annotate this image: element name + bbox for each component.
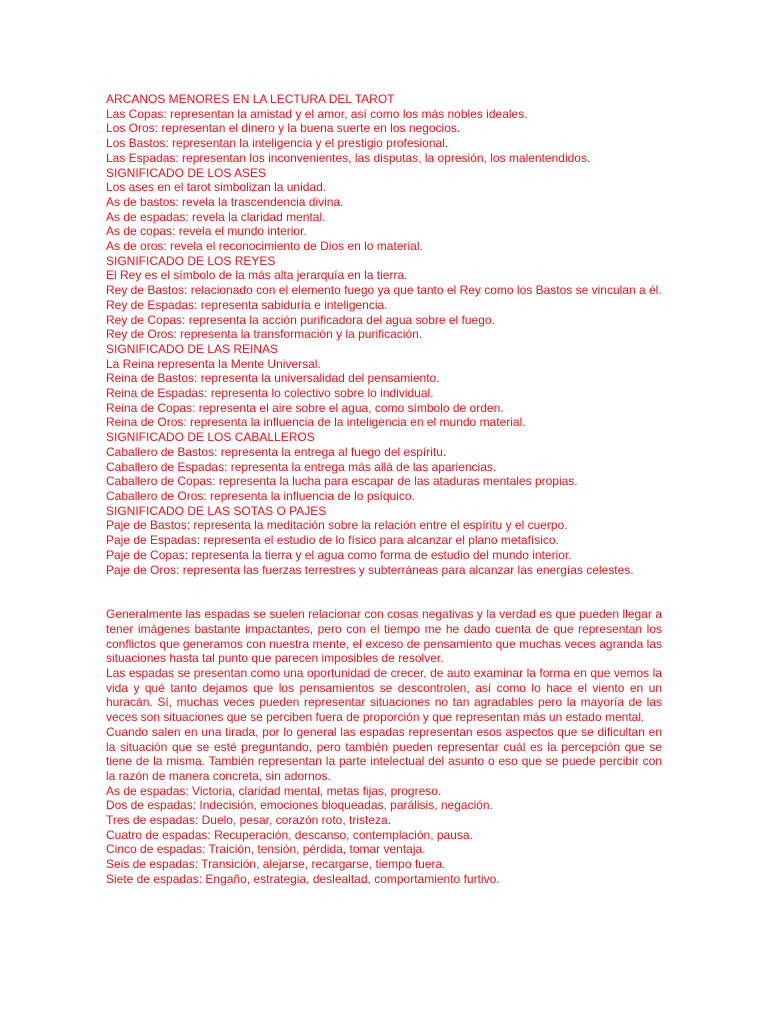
section-heading-sotas: SIGNIFICADO DE LAS SOTAS O PAJES [106, 503, 327, 518]
text-line: Caballero de Oros: representa la influencia de lo psíquico. [106, 488, 415, 503]
text-line-rey-bastos: Rey de Bastos: relacionado con el elemento fuego ya que tanto el Rey como los Bastos se vinculan a él. [106, 283, 662, 298]
text-line: Seis de espadas: Transición, alejarse, recargarse, tiempo fuera. [106, 857, 446, 872]
text-line: Paje de Espadas: representa el estudio de lo físico para alcanzar el plano metafísico. [106, 533, 559, 548]
section-heading-caballeros: SIGNIFICADO DE LOS CABALLEROS [106, 430, 315, 445]
text-line: Paje de Oros: representa las fuerzas terrestres y subterráneas para alcanzar las energías celestes. [106, 562, 634, 577]
text-line: Las Espadas: representan los inconvenientes, las disputas, la opresión, los malentendidos. [106, 150, 591, 165]
text-line: Los Oros: representan el dinero y la buena suerte en los negocios. [106, 121, 461, 136]
text-line: Los Bastos: representan la inteligencia y el prestigio profesional. [106, 136, 449, 151]
text-line: Paje de Copas: representa la tierra y el agua como forma de estudio del mundo interior. [106, 547, 572, 562]
text-line: Rey de Oros: representa la transformación y la purificación. [106, 327, 423, 342]
text-line: Caballero de Espadas: representa la entrega más allá de las apariencias. [106, 459, 497, 474]
text-line: Rey de Copas: representa la acción purificadora del agua sobre el fuego. [106, 312, 495, 327]
text-line: Reina de Oros: representa la influencia de la inteligencia en el mundo material. [106, 415, 526, 430]
text-line: Las Copas: representan la amistad y el amor, así como los más nobles ideales. [106, 106, 528, 121]
text-line: La Reina representa la Mente Universal. [106, 356, 321, 371]
section-heading-reyes: SIGNIFICADO DE LOS REYES [106, 253, 276, 268]
text-line: Reina de Copas: representa el aire sobre el agua, como símbolo de orden. [106, 400, 504, 415]
text-line: As de espadas: Victoria, claridad mental, metas fijas, progreso. [106, 783, 442, 798]
text-line: Dos de espadas: Indecisión, emociones bloqueadas, parálisis, negación. [106, 798, 493, 813]
text-line: As de bastos: revela la trascendencia divina. [106, 194, 344, 209]
text-line: Caballero de Bastos: representa la entrega al fuego del espíritu. [106, 444, 447, 459]
text-line: As de copas: revela el mundo interior. [106, 224, 307, 239]
text-line: Paje de Bastos: representa la meditación sobre la relación entre el espíritu y el cuerpo. [106, 518, 568, 533]
text-line: As de oros: revela el reconocimiento de Dios en lo material. [106, 239, 423, 254]
document-page [106, 92, 662, 887]
text-line: Rey de Espadas: representa sabiduría e inteligencia. [106, 297, 388, 312]
document-title: ARCANOS MENORES EN LA LECTURA DEL TAROT [106, 92, 395, 106]
paragraph: Las espadas se presentan como una oportunidad de crecer, de auto examinar la forma en que vemos la vida y qué tanto dejamos que los pensamientos se descontrolen, así como lo hace el viento en un huracán. Sí, muchas veces pueden representar situaciones no tan agradables pero la mayoría de las veces son situaciones que se perciben fuera de proporción y que representan más un estado mental. [106, 666, 662, 725]
tarot-list [106, 92, 662, 577]
text-line: Caballero de Copas: representa la lucha para escapar de las ataduras mentales propias. [106, 474, 578, 489]
section-heading-reinas: SIGNIFICADO DE LAS REINAS [106, 341, 279, 356]
text-line: Tres de espadas: Duelo, pesar, corazón roto, tristeza. [106, 813, 392, 828]
text-line: El Rey es el símbolo de la más alta jerarquía en la tierra. [106, 268, 408, 283]
text-line: Reina de Espadas: representa lo colectivo sobre lo individual. [106, 386, 434, 401]
text-line: As de espadas: revela la claridad mental. [106, 209, 326, 224]
text-line: Los ases en el tarot simbolizan la unidad. [106, 180, 327, 195]
text-line: Siete de espadas: Engaño, estrategia, deslealtad, comportamiento furtivo. [106, 871, 500, 886]
paragraph: Generalmente las espadas se suelen relacionar con cosas negativas y la verdad es que pueden llegar a tener imágenes bastante impactantes, pero con el tiempo me he dado cuenta de que representan los conflictos que generamos con nuestra mente, el exceso de pensamiento que muchas veces agranda las situaciones hasta tal punto que parecen imposibles de resolver. [106, 607, 662, 666]
text-line: Cuatro de espadas: Recuperación, descanso, contemplación, pausa. [106, 827, 473, 842]
espadas-section [106, 607, 662, 886]
section-heading-ases: SIGNIFICADO DE LOS ASES [106, 165, 267, 180]
spacer [106, 577, 662, 607]
text-line: Cinco de espadas: Traición, tensión, pérdida, tomar ventaja. [106, 842, 426, 857]
paragraph: Cuando salen en una tirada, por lo general las espadas representan esos aspectos que se dificultan en la situación que se esté preguntando, pero también pueden representar cuál es la percepción que se tiene de la misma. También representan la parte intelectual del asunto o eso que se puede percibir con la razón de manera concreta, sin adornos. [106, 724, 662, 783]
text-line: Reina de Bastos: representa la universalidad del pensamiento. [106, 371, 440, 386]
